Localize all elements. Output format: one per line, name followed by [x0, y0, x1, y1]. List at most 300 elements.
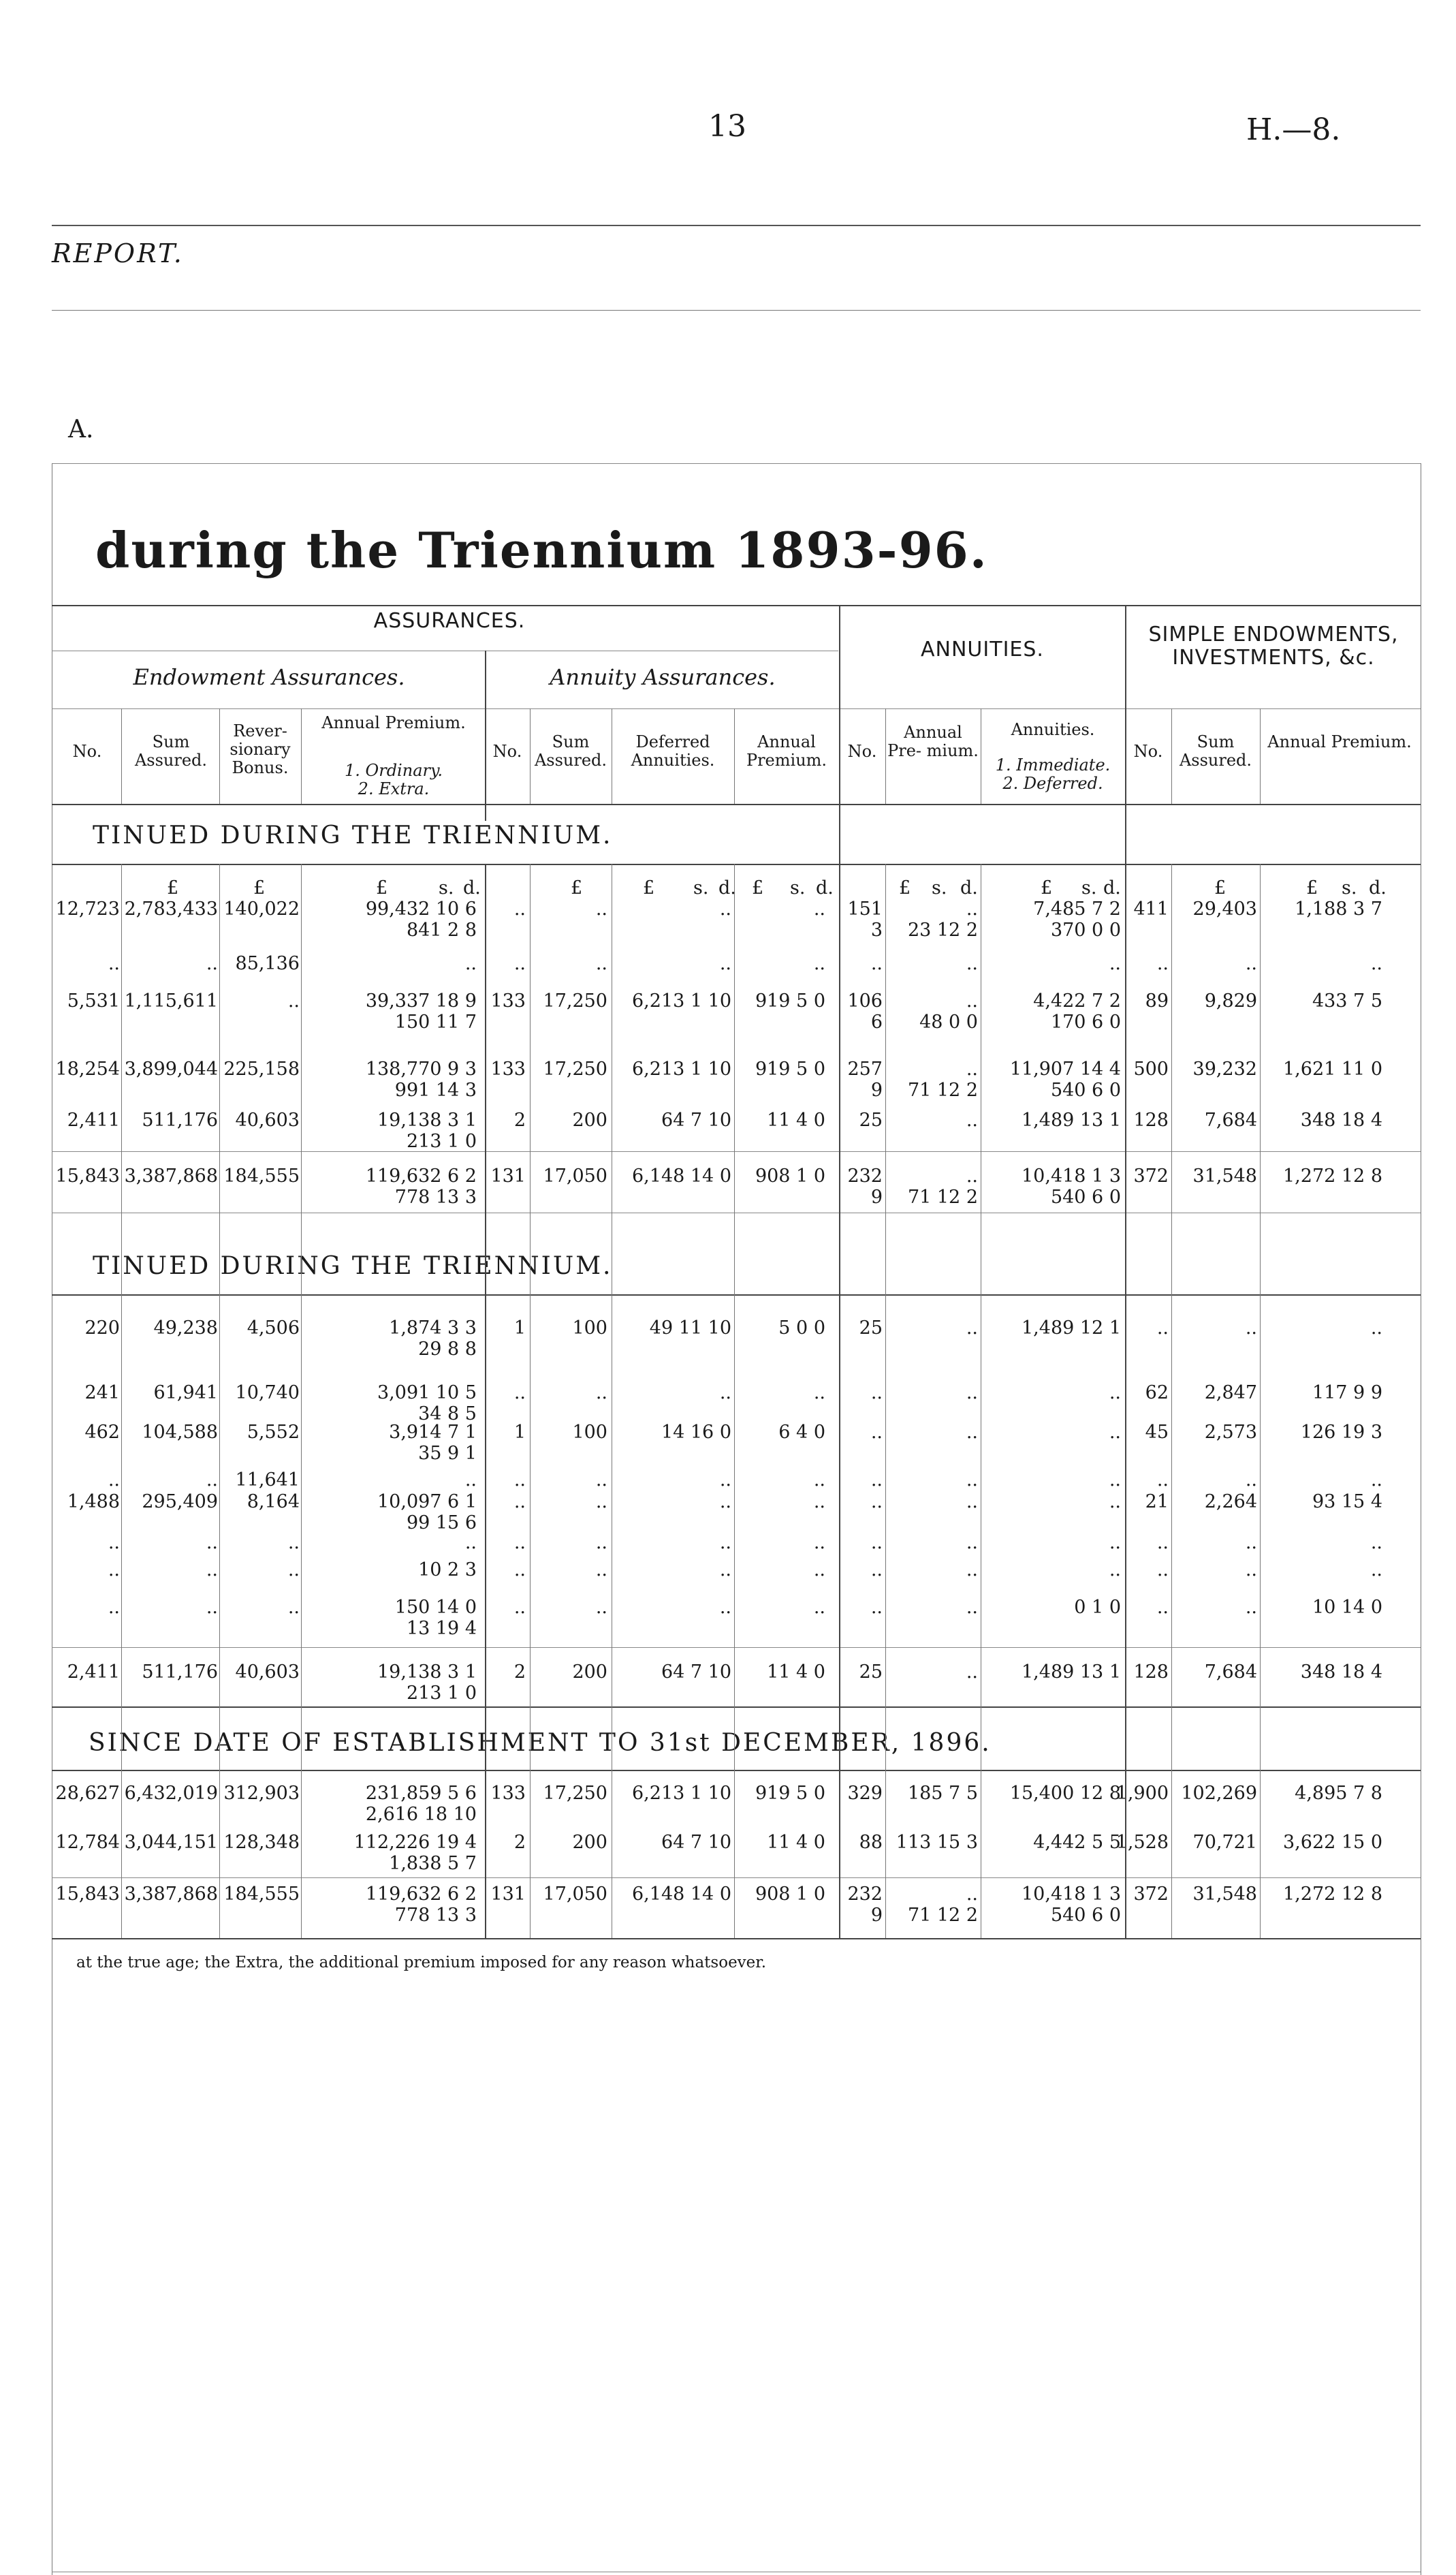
cell-ann: 10,418 1 3	[1022, 1884, 1121, 1905]
cell-ssum: 2,847	[1204, 1382, 1257, 1403]
cell-asum: ..	[595, 953, 607, 974]
cell-sum: 3,044,151	[124, 1832, 218, 1853]
cell-sno: 128	[1133, 1661, 1169, 1683]
group-endowment-assurances: Endowment Assurances.	[133, 664, 405, 690]
cell-aprem: 11 4 0	[767, 1661, 825, 1683]
unit-d: d.	[1103, 877, 1121, 899]
cell-sum: 49,238	[153, 1317, 218, 1339]
cell-prem2: 13 19 4	[406, 1618, 477, 1639]
cell-prem: 10,097 6 1	[377, 1491, 477, 1512]
cell-sum: 6,432,019	[124, 1783, 218, 1804]
cell-ann: 4,442 5 5	[1033, 1832, 1121, 1853]
cell-ano: ..	[513, 1469, 526, 1491]
unit-pound: £	[643, 877, 655, 899]
unit-d: d.	[463, 877, 481, 899]
cell-ann: 1,489 12 1	[1022, 1317, 1121, 1339]
cell-sum: ..	[206, 1532, 218, 1553]
cell-nno: 25	[859, 1317, 883, 1339]
cell-sno: 21	[1145, 1491, 1169, 1512]
cell-sno: ..	[1156, 1317, 1169, 1339]
cell-nprem: ..	[966, 1884, 978, 1905]
cell-nno2: 9	[870, 1187, 883, 1208]
cell-ann: 7,485 7 2	[1033, 899, 1121, 920]
cell-aprem: ..	[813, 1532, 825, 1553]
table-row	[0, 1884, 1456, 1925]
cell-prem2: 778 13 3	[394, 1187, 477, 1208]
cell-sno: 1,900	[1115, 1783, 1169, 1804]
cell-nno: 25	[859, 1661, 883, 1683]
section-2-rule	[52, 1294, 1421, 1296]
cell-prem: ..	[464, 1532, 477, 1553]
cell-no: 15,843	[55, 1166, 120, 1187]
col-sum-assured-2: Sum Assured.	[534, 732, 607, 770]
cell-bonus: ..	[287, 1597, 300, 1618]
cell-prem2: 99 15 6	[406, 1512, 477, 1533]
cell-nprem: ..	[966, 1559, 978, 1580]
row-rule	[52, 1877, 1421, 1878]
cell-def: 14 16 0	[661, 1422, 731, 1443]
cell-sno: ..	[1156, 1532, 1169, 1553]
cell-aprem: 919 5 0	[755, 1783, 825, 1804]
col-annual-premium-2: Annual Premium.	[746, 732, 827, 770]
cell-prem: 99,432 10 6	[365, 899, 477, 920]
report-rule	[52, 310, 1421, 311]
cell-sum: 3,899,044	[124, 1059, 218, 1080]
cell-nno: 25	[859, 1110, 883, 1131]
row-rule	[52, 1647, 1421, 1648]
cell-nprem2: 71 12 2	[907, 1080, 978, 1101]
cell-no: 2,411	[67, 1110, 120, 1131]
cell-sum: 295,409	[142, 1491, 218, 1512]
cell-prem: 1,874 3 3	[389, 1317, 477, 1339]
group-divider	[485, 651, 486, 821]
unit-s: s.	[790, 877, 806, 899]
cell-nno: ..	[870, 1469, 883, 1491]
table-row	[0, 1662, 1456, 1703]
cell-asum: ..	[595, 1382, 607, 1403]
cell-ann2: 540 6 0	[1050, 1905, 1121, 1926]
col-annual-premium-4: Annual Premium.	[1267, 732, 1412, 751]
cell-ssum: ..	[1245, 1317, 1257, 1339]
cell-def: 6,213 1 10	[632, 1783, 731, 1804]
table-row	[0, 1059, 1456, 1100]
row-rule	[52, 1151, 1421, 1152]
cell-sno: 500	[1133, 1059, 1169, 1080]
cell-aprem: 908 1 0	[755, 1884, 825, 1905]
col-divider	[530, 708, 531, 804]
cell-prem2: 150 11 7	[394, 1012, 477, 1033]
cell-prem2: 35 9 1	[418, 1443, 477, 1464]
cell-sno: ..	[1156, 953, 1169, 974]
col-sum-assured: Sum Assured.	[134, 732, 208, 770]
cell-sum: ..	[206, 1597, 218, 1618]
cell-ssum: 2,264	[1204, 1491, 1257, 1512]
body-col-divider	[1171, 864, 1172, 1938]
cell-asum: ..	[595, 1469, 607, 1491]
cell-aprem: 6 4 0	[778, 1422, 825, 1443]
cell-ano: ..	[513, 953, 526, 974]
cell-ssum: 9,829	[1204, 990, 1257, 1012]
cell-def: ..	[719, 953, 731, 974]
cell-nprem: ..	[966, 1317, 978, 1339]
cell-nno2: 9	[870, 1080, 883, 1101]
cell-sprem: 10 14 0	[1312, 1597, 1382, 1618]
cell-sprem: 1,272 12 8	[1283, 1166, 1382, 1187]
cell-no: ..	[108, 1597, 120, 1618]
cell-ann2: 540 6 0	[1050, 1187, 1121, 1208]
report-label: REPORT.	[52, 238, 184, 268]
cell-no: 12,784	[55, 1832, 120, 1853]
cell-prem: 19,138 3 1	[377, 1110, 477, 1131]
col-divider	[734, 708, 735, 804]
cell-prem2: 841 2 8	[406, 920, 477, 941]
col-annuities-deferred: 2. Deferred.	[1002, 774, 1103, 793]
group-underline	[52, 708, 1421, 709]
cell-asum: 100	[572, 1317, 607, 1339]
cell-bonus: 40,603	[235, 1661, 300, 1683]
unit-pound: £	[167, 877, 179, 899]
cell-nprem: ..	[966, 1491, 978, 1512]
cell-nno: ..	[870, 1491, 883, 1512]
cell-ano: ..	[513, 899, 526, 920]
cell-nno: 106	[847, 990, 883, 1012]
cell-nprem2: 23 12 2	[907, 920, 978, 941]
cell-no: 462	[84, 1422, 120, 1443]
cell-nprem2: 48 0 0	[919, 1012, 978, 1033]
cell-sno: 45	[1145, 1422, 1169, 1443]
cell-nprem: ..	[966, 990, 978, 1012]
cell-ann: 11,907 14 4	[1009, 1059, 1121, 1080]
cell-asum: 17,250	[543, 990, 607, 1012]
body-col-divider	[885, 864, 886, 1938]
cell-sprem: ..	[1370, 1532, 1382, 1553]
cell-ssum: 31,548	[1192, 1166, 1257, 1187]
body-col-divider	[530, 864, 531, 1938]
table-row	[0, 1383, 1456, 1424]
cell-sum: ..	[206, 1559, 218, 1580]
unit-s: s.	[439, 877, 454, 899]
cell-sno: 1,528	[1115, 1832, 1169, 1853]
body-col-divider	[734, 864, 735, 1938]
cell-nprem2: 71 12 2	[907, 1187, 978, 1208]
cell-def: 6,148 14 0	[632, 1166, 731, 1187]
cell-sno: 89	[1145, 990, 1169, 1012]
cell-def: ..	[719, 1532, 731, 1553]
table-row	[0, 1560, 1456, 1601]
cell-ssum: ..	[1245, 1597, 1257, 1618]
header-top-line	[52, 605, 1421, 606]
cell-bonus: 184,555	[223, 1166, 300, 1187]
cell-ano: 2	[513, 1661, 526, 1683]
cell-prem: 150 14 0	[394, 1597, 477, 1618]
cell-ssum: ..	[1245, 1532, 1257, 1553]
cell-sprem: 4,895 7 8	[1295, 1783, 1382, 1804]
cell-def: 49 11 10	[649, 1317, 731, 1339]
page-title: during the Triennium 1893-96.	[95, 521, 988, 579]
cell-ano: ..	[513, 1382, 526, 1403]
cell-sprem: 1,621 11 0	[1283, 1059, 1382, 1080]
cell-asum: ..	[595, 1597, 607, 1618]
cell-no: ..	[108, 1532, 120, 1553]
col-reversionary-bonus: Rever- sionary Bonus.	[230, 721, 291, 777]
col-divider	[1171, 708, 1172, 804]
body-col-divider	[121, 864, 122, 1938]
cell-nprem: ..	[966, 1597, 978, 1618]
cell-ano: 131	[490, 1884, 526, 1905]
cell-sno: ..	[1156, 1469, 1169, 1491]
col-divider	[219, 708, 220, 804]
cell-no: 18,254	[55, 1059, 120, 1080]
table-row	[0, 1597, 1456, 1638]
cell-prem: ..	[464, 1469, 477, 1491]
cell-prem: 138,770 9 3	[365, 1059, 477, 1080]
cell-prem2: 34 8 5	[418, 1403, 477, 1424]
section-1-rule	[52, 864, 1421, 865]
cell-no: 220	[84, 1317, 120, 1339]
cell-nno: 329	[847, 1783, 883, 1804]
cell-prem: 3,914 7 1	[389, 1422, 477, 1443]
cell-bonus: 11,641	[235, 1469, 300, 1491]
cell-ssum: 102,269	[1181, 1783, 1257, 1804]
cell-sum: 3,387,868	[124, 1166, 218, 1187]
cell-nprem2: 71 12 2	[907, 1905, 978, 1926]
cell-ssum: 31,548	[1192, 1884, 1257, 1905]
cell-sum: ..	[206, 953, 218, 974]
cell-sprem: 126 19 3	[1300, 1422, 1382, 1443]
page-number: 13	[708, 109, 746, 144]
cell-nno: ..	[870, 953, 883, 974]
section-3-bottom	[52, 1938, 1421, 1939]
cell-sno: ..	[1156, 1559, 1169, 1580]
cell-bonus: ..	[287, 1532, 300, 1553]
col-no: No.	[72, 742, 102, 761]
cell-prem: 119,632 6 2	[365, 1884, 477, 1905]
cell-sprem: ..	[1370, 1469, 1382, 1491]
unit-pound: £	[899, 877, 911, 899]
col-divider	[301, 708, 302, 804]
cell-ano: ..	[513, 1559, 526, 1580]
cell-aprem: 5 0 0	[778, 1317, 825, 1339]
cell-sno: 128	[1133, 1110, 1169, 1131]
cell-no: 1,488	[67, 1491, 120, 1512]
cell-aprem: ..	[813, 953, 825, 974]
cell-sum: 511,176	[142, 1661, 218, 1683]
col-no-2: No.	[492, 742, 522, 761]
cell-def: ..	[719, 1559, 731, 1580]
cell-def: ..	[719, 899, 731, 920]
cell-ann: ..	[1109, 1491, 1121, 1512]
cell-ssum: 7,684	[1204, 1110, 1257, 1131]
cell-no: ..	[108, 1469, 120, 1491]
cell-no: ..	[108, 1559, 120, 1580]
section-heading-2: TINUED DURING THE TRIENNIUM.	[93, 1252, 613, 1280]
cell-prem: 119,632 6 2	[365, 1166, 477, 1187]
cell-sno: 411	[1133, 899, 1169, 920]
body-col-divider	[1260, 864, 1261, 1938]
cell-def: 64 7 10	[661, 1661, 731, 1683]
cell-ann: 0 1 0	[1074, 1597, 1121, 1618]
cell-ann: 1,489 13 1	[1022, 1110, 1121, 1131]
cell-ano: 131	[490, 1166, 526, 1187]
cell-ssum: 39,232	[1192, 1059, 1257, 1080]
cell-prem2: 1,838 5 7	[389, 1853, 477, 1874]
cell-no: 241	[84, 1382, 120, 1403]
cell-prem: 10 2 3	[418, 1559, 477, 1580]
section-heading-1: TINUED DURING THE TRIENNIUM.	[93, 822, 613, 849]
cell-nprem: ..	[966, 1166, 978, 1187]
unit-pound: £	[253, 877, 266, 899]
col-deferred-annuities: Deferred Annuities.	[631, 732, 715, 770]
cell-nno: ..	[870, 1597, 883, 1618]
cell-sno: ..	[1156, 1597, 1169, 1618]
cell-ann: ..	[1109, 1469, 1121, 1491]
cell-def: 6,213 1 10	[632, 990, 731, 1012]
cell-sum: 2,783,433	[124, 899, 218, 920]
cell-asum: 17,050	[543, 1166, 607, 1187]
cell-ano: 1	[513, 1317, 526, 1339]
cell-asum: 200	[572, 1110, 607, 1131]
cell-ssum: 2,573	[1204, 1422, 1257, 1443]
cell-aprem: ..	[813, 1491, 825, 1512]
table-row	[0, 899, 1456, 940]
col-divider	[885, 708, 886, 804]
cell-nno: ..	[870, 1532, 883, 1553]
cell-nno2: 6	[870, 1012, 883, 1033]
group-annuities: ANNUITIES.	[921, 638, 1044, 661]
cell-ano: ..	[513, 1597, 526, 1618]
cell-ann: ..	[1109, 1532, 1121, 1553]
col-divider	[121, 708, 122, 804]
cell-ann: ..	[1109, 1382, 1121, 1403]
cell-ano: ..	[513, 1491, 526, 1512]
cell-ann2: 540 6 0	[1050, 1080, 1121, 1101]
cell-aprem: ..	[813, 1559, 825, 1580]
cell-def: 6,148 14 0	[632, 1884, 731, 1905]
cell-prem2: 778 13 3	[394, 1905, 477, 1926]
cell-aprem: 11 4 0	[767, 1832, 825, 1853]
cell-asum: ..	[595, 1491, 607, 1512]
unit-d: d.	[960, 877, 978, 899]
unit-d: d.	[718, 877, 736, 899]
cell-sprem: 348 18 4	[1300, 1661, 1382, 1683]
cell-def: 6,213 1 10	[632, 1059, 731, 1080]
cell-prem2: 991 14 3	[394, 1080, 477, 1101]
cell-asum: 17,250	[543, 1059, 607, 1080]
cell-bonus: 312,903	[223, 1783, 300, 1804]
section-letter: A.	[68, 416, 94, 443]
cell-bonus: 8,164	[247, 1491, 300, 1512]
cell-ssum: 7,684	[1204, 1661, 1257, 1683]
body-col-divider	[485, 864, 486, 1938]
cell-ann2: 370 0 0	[1050, 920, 1121, 941]
cell-def: ..	[719, 1382, 731, 1403]
unit-pound: £	[1214, 877, 1226, 899]
cell-asum: ..	[595, 899, 607, 920]
cell-bonus: 10,740	[235, 1382, 300, 1403]
cell-prem2: 29 8 8	[418, 1339, 477, 1360]
cell-nprem: 113 15 3	[896, 1832, 978, 1853]
cell-nno: ..	[870, 1382, 883, 1403]
cell-aprem: 11 4 0	[767, 1110, 825, 1131]
unit-d: d.	[816, 877, 834, 899]
cell-nprem: ..	[966, 1059, 978, 1080]
cell-sprem: ..	[1370, 1559, 1382, 1580]
cell-nprem: ..	[966, 953, 978, 974]
footnote: at the true age; the Extra, the additional premium imposed for any reason whatsoever.	[76, 1954, 767, 1971]
col-annuities-immediate: 1. Immediate.	[995, 755, 1111, 775]
cell-ano: 133	[490, 1783, 526, 1804]
group-assurances: ASSURANCES.	[373, 609, 526, 633]
cell-no: 15,843	[55, 1884, 120, 1905]
cell-prem2: 2,616 18 10	[365, 1804, 477, 1825]
cell-no: ..	[108, 953, 120, 974]
table-row	[0, 1318, 1456, 1359]
cell-sprem: 93 15 4	[1312, 1491, 1382, 1512]
col-premium-extra: 2. Extra.	[358, 779, 430, 798]
header-bottom-line	[52, 804, 1421, 805]
unit-s: s.	[1081, 877, 1097, 899]
unit-pound: £	[1041, 877, 1053, 899]
cell-nno: 151	[847, 899, 883, 920]
cell-ano: 133	[490, 990, 526, 1012]
col-annuities: Annuities.	[1011, 720, 1095, 739]
cell-nprem: ..	[966, 1422, 978, 1443]
cell-nprem: ..	[966, 1532, 978, 1553]
cell-ann: ..	[1109, 1422, 1121, 1443]
cell-sprem: ..	[1370, 1317, 1382, 1339]
cell-sum: 511,176	[142, 1110, 218, 1131]
cell-bonus: 128,348	[223, 1832, 300, 1853]
cell-no: 28,627	[55, 1783, 120, 1804]
cell-no: 5,531	[67, 990, 120, 1012]
col-annual-premium: Annual Premium.	[321, 713, 466, 732]
table-row	[0, 991, 1456, 1032]
unit-pound: £	[571, 877, 583, 899]
cell-prem: 231,859 5 6	[365, 1783, 477, 1804]
cell-def: 64 7 10	[661, 1832, 731, 1853]
cell-bonus: 4,506	[247, 1317, 300, 1339]
cell-sno: 372	[1133, 1166, 1169, 1187]
cell-nno: ..	[870, 1422, 883, 1443]
cell-aprem: 919 5 0	[755, 990, 825, 1012]
unit-s: s.	[1342, 877, 1357, 899]
cell-def: ..	[719, 1469, 731, 1491]
cell-no: 12,723	[55, 899, 120, 920]
unit-pound: £	[1306, 877, 1318, 899]
cell-sprem: 3,622 15 0	[1283, 1832, 1382, 1853]
cell-nno: ..	[870, 1559, 883, 1580]
col-premium-ordinary: 1. Ordinary.	[345, 761, 443, 780]
cell-aprem: ..	[813, 899, 825, 920]
cell-ssum: ..	[1245, 1469, 1257, 1491]
cell-sprem: 117 9 9	[1312, 1382, 1382, 1403]
table-row	[0, 1492, 1456, 1533]
cell-asum: 200	[572, 1661, 607, 1683]
cell-asum: 200	[572, 1832, 607, 1853]
cell-prem2: 213 1 0	[406, 1131, 477, 1152]
cell-ano: 2	[513, 1110, 526, 1131]
section-3-rule	[52, 1770, 1421, 1771]
section-2-bottom	[52, 1706, 1421, 1708]
cell-ann2: 170 6 0	[1050, 1012, 1121, 1033]
cell-ano: 2	[513, 1832, 526, 1853]
cell-ann: ..	[1109, 1559, 1121, 1580]
cell-nprem: ..	[966, 1382, 978, 1403]
cell-bonus: ..	[287, 990, 300, 1012]
cell-nprem: ..	[966, 1110, 978, 1131]
cell-ann: 1,489 13 1	[1022, 1661, 1121, 1683]
cell-ano: ..	[513, 1532, 526, 1553]
